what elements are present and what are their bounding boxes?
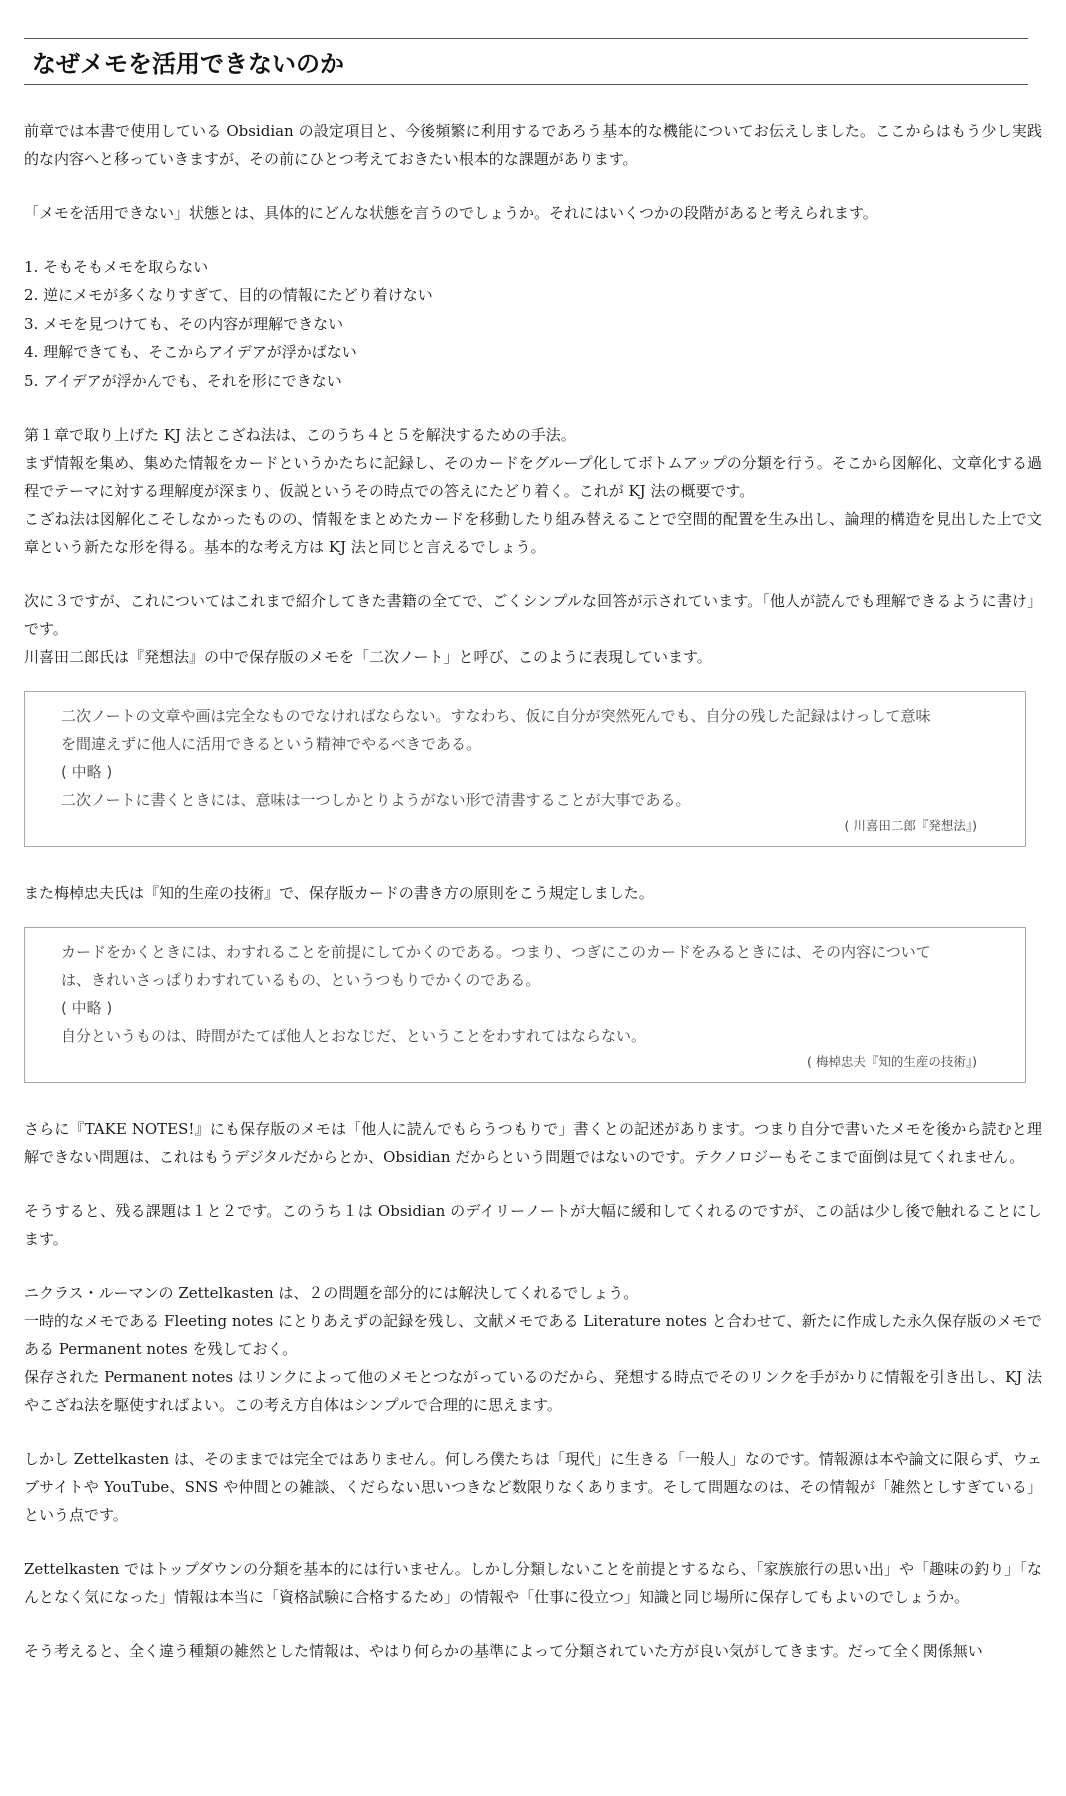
quote-block-kawakita	[24, 691, 1026, 847]
quote-line: を間違えずに他人に活用できるという精神でやるべきである。	[61, 735, 482, 754]
zettel-line: 保存された Permanent notes はリンクによって他のメモとつながっているのだから、発想する時点でそのリンクを手がかりに情報を引き出し、KJ 法やこざね法を駆使すればよい。この考え方自体はシンプルで合理的に思えます。	[24, 1368, 1042, 1415]
stages-list	[24, 253, 1042, 395]
intro-paragraph: 前章では本書で使用している Obsidian の設定項目と、今後頻繁に利用するであろう基本的な機能についてお伝えしました。ここからはもう少し実践的な内容へと移っていきますが、その前にひとつ考えておきたい根本的な課題があります。	[24, 122, 1042, 168]
take-notes-paragraph: さらに『TAKE NOTES!』にも保存版のメモは「他人に読んでもらうつもりで」書くとの記述があります。つまり自分で書いたメモを後から読むと理解できない問題は、これはもうデジタルだからとか、Obsidian だからという問題ではないのです。テクノロジーもそこまで面倒は見てくれません。	[24, 1120, 1042, 1167]
kj-line: こざね法は図解化こそしなかったものの、情報をまとめたカードを移動したり組み替えることで空間的配置を生み出し、論理的構造を見出した上で文章という新たな形を得る。基本的な考え方は KJ 法と同じと言えるでしょう。	[24, 510, 1042, 557]
however-paragraph: しかし Zettelkasten は、そのままでは完全ではありません。何しろ僕たちは「現代」に生きる「一般人」なのです。情報源は本や論文に限らず、ウェブサイトや YouTube、SNS や仲間との雑談、くだらない思いつきなど数限りなくあります。そして問題なのは、その情報が「雑然としすぎている」という点です。	[24, 1450, 1042, 1525]
third-line: 次に３ですが、これについてはこれまで紹介してきた書籍の全てで、ごくシンプルな回答が示されています。「他人が読んでも理解できるように書け」です。	[24, 592, 1042, 639]
remaining-paragraph: そうすると、残る課題は１と２です。このうち１は Obsidian のデイリーノートが大幅に緩和してくれるのですが、この話は少し後で触れることにします。	[24, 1202, 1042, 1249]
zettel-line: ニクラス・ルーマンの Zettelkasten は、２の問題を部分的には解決してくれるでしょう。	[24, 1284, 639, 1303]
third-paragraph	[24, 587, 1042, 671]
zettelkasten-paragraph	[24, 1279, 1042, 1419]
quote-line: 二次ノートの文章や画は完全なものでなければならない。すなわち、仮に自分が突然死んでも、自分の残した記録はけっして意味	[61, 707, 931, 726]
chapter-title-box	[24, 38, 1028, 85]
list-item: 3. メモを見つけても、その内容が理解できない	[24, 314, 344, 333]
question-paragraph: 「メモを活用できない」状態とは、具体的にどんな状態を言うのでしょうか。それにはいくつかの段階があると考えられます。	[24, 204, 878, 222]
quote-line: カードをかくときには、わすれることを前提にしてかくのである。つまり、つぎにこのカードをみるときには、その内容について	[61, 943, 931, 962]
quote-line: 自分というものは、時間がたてば他人とおなじだ、ということをわすれてはならない。	[61, 1027, 647, 1046]
third-line: 川喜田二郎氏は『発想法』の中で保存版のメモを「二次ノート」と呼び、このように表現しています。	[24, 648, 712, 667]
zettel-line: 一時的なメモである Fleeting notes にとりあえずの記録を残し、文献メモである Literature notes と合わせて、新たに作成した永久保存版のメモである Permanent notes を残しておく。	[24, 1312, 1042, 1359]
document-page	[0, 38, 1066, 1665]
kj-line: 第１章で取り上げた KJ 法とこざね法は、このうち４と５を解決するための手法。	[24, 426, 576, 445]
kj-line: まず情報を集め、集めた情報をカードというかたちに記録し、そのカードをグループ化してボトムアップの分類を行う。そこから図解化、文章化する過程でテーマに対する理解度が深まり、仮説というその時点での答えにたどり着く。これが KJ 法の概要です。	[24, 454, 1042, 501]
quote-block-umesao	[24, 927, 1026, 1083]
quote-line: は、きれいさっぱりわすれているもの、というつもりでかくのである。	[61, 971, 541, 990]
umesao-intro-paragraph: また梅棹忠夫氏は『知的生産の技術』で、保存版カードの書き方の原則をこう規定しました。	[24, 884, 654, 903]
quote-citation: ( 川喜田二郎『発想法』)	[844, 818, 977, 834]
last-paragraph: そう考えると、全く違う種類の雑然とした情報は、やはり何らかの基準によって分類されていた方が良い気がしてきます。だって全く関係無い	[24, 1642, 983, 1661]
quote-citation: ( 梅棹忠夫『知的生産の技術』)	[807, 1054, 977, 1070]
kj-paragraph	[24, 421, 1042, 561]
chapter-title: なぜメモを活用できないのか	[32, 49, 344, 78]
quote-line: 二次ノートに書くときには、意味は一つしかとりようがない形で清書することが大事である。	[61, 791, 691, 810]
list-item: 4. 理解できても、そこからアイデアが浮かばない	[24, 343, 357, 362]
list-item: 2. 逆にメモが多くなりすぎて、目的の情報にたどり着けない	[24, 286, 433, 305]
list-item: 1. そもそもメモを取らない	[24, 258, 209, 276]
topdown-paragraph: Zettelkasten ではトップダウンの分類を基本的には行いません。しかし分類しないことを前提とするなら、「家族旅行の思い出」や「趣味の釣り」「なんとなく気になった」情報は本当に「資格試験に合格するため」の情報や「仕事に役立つ」知識と同じ場所に保存してもよいのでしょうか。	[24, 1560, 1042, 1607]
list-item: 5. アイデアが浮かんでも、それを形にできない	[24, 371, 342, 390]
quote-line: ( 中略 )	[61, 999, 113, 1018]
quote-line: ( 中略 )	[61, 763, 113, 782]
